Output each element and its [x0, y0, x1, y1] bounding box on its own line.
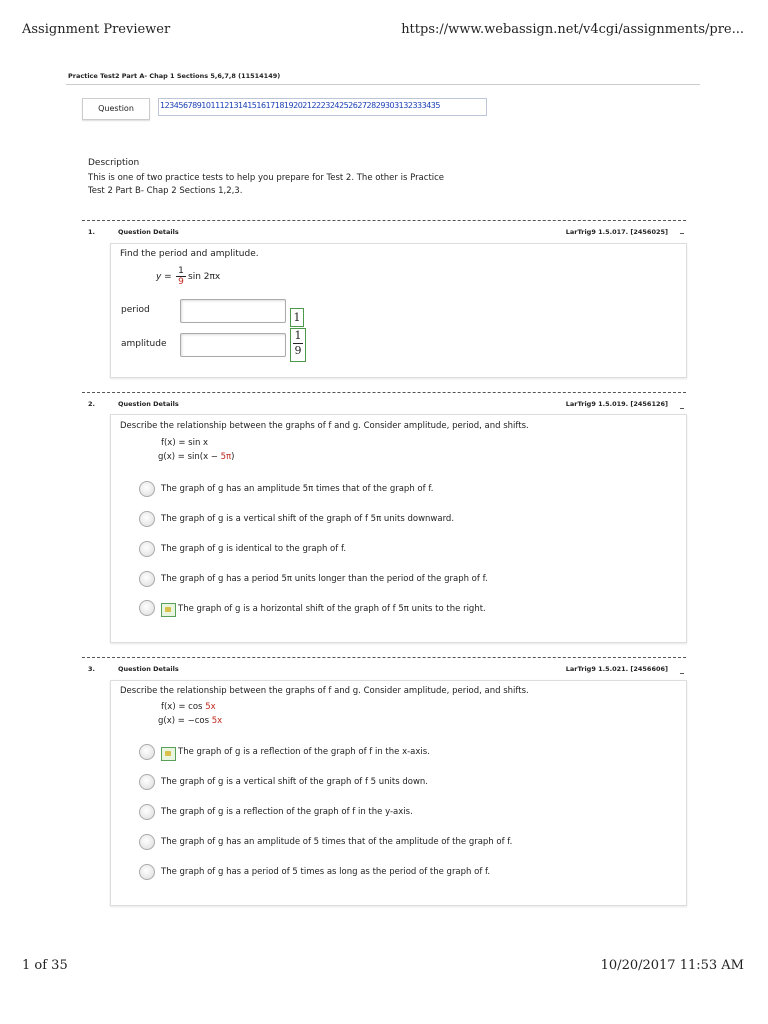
collapse-icon[interactable]	[680, 408, 684, 409]
question-separator	[82, 220, 686, 221]
option-radio[interactable]	[139, 511, 155, 527]
question-prompt: Describe the relationship between the graphs of f and g. Consider amplitude, period, and shifts.	[120, 421, 529, 431]
g-definition-highlight: 5π	[220, 452, 232, 462]
description-heading: Description	[88, 158, 140, 168]
option-radio[interactable]	[139, 744, 155, 760]
option-label: The graph of g is a vertical shift of the graph of f 5 units down.	[161, 777, 429, 787]
option-radio[interactable]	[139, 864, 155, 880]
equation	[156, 272, 172, 282]
question-separator	[82, 392, 686, 393]
document-title: Assignment Previewer	[22, 22, 171, 37]
option-label: The graph of g is a reflection of the graph of f in the x-axis.	[178, 747, 430, 757]
question-number: 2.	[88, 400, 95, 408]
page-url: https://www.webassign.net/v4cgi/assignments/pre...	[401, 22, 744, 37]
fraction-numerator: 1	[178, 266, 184, 276]
question-details-link[interactable]: Question Details	[118, 665, 179, 673]
option-label: The graph of g is a reflection of the graph of f in the y-axis.	[161, 807, 413, 817]
option-label: The graph of g is a horizontal shift of the graph of f 5π units to the right.	[178, 604, 486, 614]
f-definition: f(x) = sin x	[161, 438, 209, 448]
question-number: 1.	[88, 228, 95, 236]
answer-denominator: 9	[294, 344, 302, 357]
g-definition	[158, 716, 222, 726]
answer-numerator: 1	[294, 329, 302, 342]
g-definition-close: )	[231, 452, 235, 462]
option-radio[interactable]	[139, 571, 155, 587]
f-definition-highlight: 5x	[205, 702, 216, 712]
f-definition	[161, 702, 216, 712]
option-label: The graph of g has a period 5π units longer than the period of the graph of f.	[161, 574, 488, 584]
question-details-link[interactable]: Question Details	[118, 400, 179, 408]
option-radio[interactable]	[139, 541, 155, 557]
collapse-icon[interactable]	[680, 673, 684, 674]
period-label: period	[121, 305, 150, 315]
assignment-title: Practice Test2 Part A- Chap 1 Sections 5,6,7,8 (11514149)	[68, 72, 281, 80]
g-definition-highlight: 5x	[211, 716, 223, 726]
f-definition-text: f(x) = cos	[161, 702, 206, 712]
description-line-2: Test 2 Part B- Chap 2 Sections 1,2,3.	[88, 186, 243, 196]
option-radio[interactable]	[139, 834, 155, 850]
g-definition-text: g(x) = sin(x −	[158, 452, 221, 462]
period-correct-answer: 1	[290, 308, 304, 327]
option-radio[interactable]	[139, 481, 155, 497]
divider	[66, 84, 700, 85]
equation-fraction	[176, 266, 186, 287]
option-label: The graph of g is a vertical shift of the graph of f 5π units downward.	[161, 514, 455, 524]
fraction-denominator: 9	[176, 276, 186, 287]
equation-rhs: sin 2πx	[188, 272, 221, 282]
amplitude-input[interactable]	[180, 333, 286, 357]
question-number-links[interactable]: 1234567891011121314151617181920212223242526272829303132333435	[158, 98, 487, 116]
correct-key-icon	[161, 603, 176, 617]
question-prompt: Describe the relationship between the graphs of f and g. Consider amplitude, period, and shifts.	[120, 686, 529, 696]
description-line-1: This is one of two practice tests to help you prepare for Test 2. The other is Practice	[88, 173, 445, 183]
collapse-icon[interactable]	[680, 233, 684, 234]
question-separator	[82, 657, 686, 658]
page-count: 1 of 35	[22, 958, 68, 973]
question-button[interactable]: Question	[82, 98, 150, 120]
equation-lhs: y =	[156, 272, 172, 282]
g-definition-text: g(x) = −cos	[158, 716, 212, 726]
option-label: The graph of g has an amplitude 5π times that of the graph of f.	[161, 484, 434, 494]
question-code: LarTrig9 1.5.019. [2456126]	[565, 400, 668, 408]
print-datetime: 10/20/2017 11:53 AM	[600, 958, 744, 973]
g-definition	[158, 452, 235, 462]
question-code: LarTrig9 1.5.021. [2456606]	[565, 665, 668, 673]
question-prompt: Find the period and amplitude.	[120, 249, 259, 259]
amplitude-correct-answer	[290, 328, 306, 362]
correct-key-icon	[161, 747, 176, 761]
option-radio[interactable]	[139, 804, 155, 820]
question-details-link[interactable]: Question Details	[118, 228, 179, 236]
option-label: The graph of g has an amplitude of 5 times that of the amplitude of the graph of f.	[161, 837, 513, 847]
option-radio[interactable]	[139, 774, 155, 790]
period-input[interactable]	[180, 299, 286, 323]
option-label: The graph of g is identical to the graph of f.	[161, 544, 347, 554]
question-number: 3.	[88, 665, 95, 673]
question-code: LarTrig9 1.5.017. [2456025]	[565, 228, 668, 236]
option-label: The graph of g has a period of 5 times as long as the period of the graph of f.	[161, 867, 491, 877]
amplitude-label: amplitude	[121, 339, 167, 349]
option-radio[interactable]	[139, 600, 155, 616]
